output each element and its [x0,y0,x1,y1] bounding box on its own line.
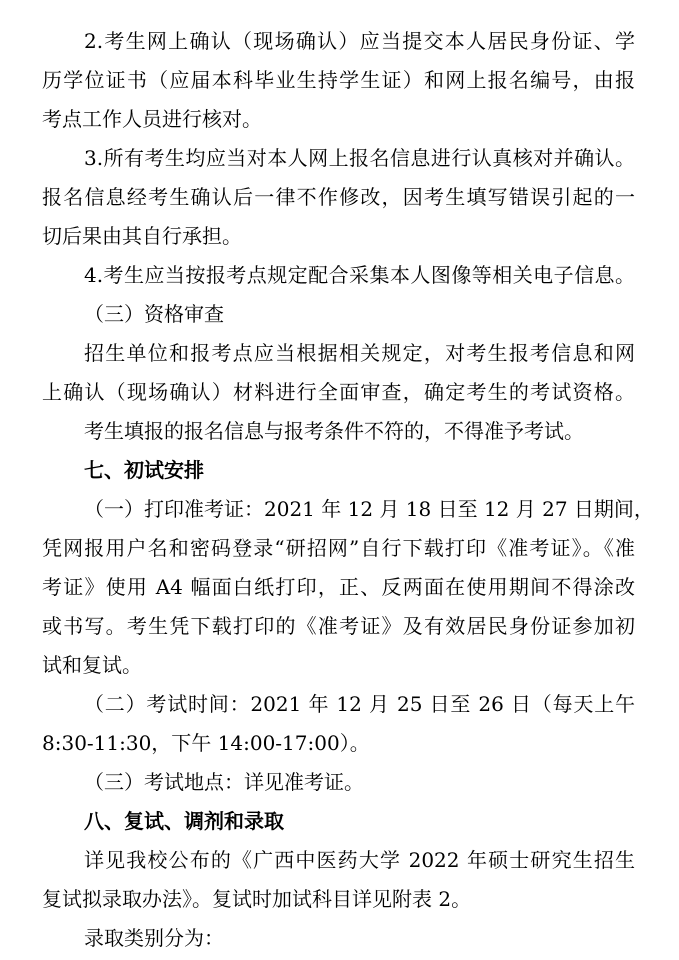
paragraph-line: 详见我校公布的《广西中医药大学 2022 年硕士研究生招生 [84,848,635,872]
paragraph-line: 2.考生网上确认（现场确认）应当提交本人居民身份证、学 [84,29,635,53]
paragraph-line: （二）考试时间：2021 年 12 月 25 日至 26 日（每天上午 [84,692,635,716]
paragraph-line: 考点工作人员进行核对。 [42,107,262,131]
paragraph-line: （一）打印准考证：2021 年 12 月 18 日至 12 月 27 日期间， [84,497,654,521]
subsection-heading: （三）资格审查 [84,302,224,326]
paragraph-line: 录取类别分为： [84,926,224,950]
paragraph-line: 复试拟录取办法》。复试时加试科目详见附表 2。 [42,887,472,911]
paragraph-line: 或书写。考生凭下载打印的《准考证》及有效居民身份证参加初 [42,614,635,638]
paragraph-line: 考证》使用 A4 幅面白纸打印，正、反两面在使用期间不得涂改 [42,575,635,599]
paragraph-line: 4.考生应当按报考点规定配合采集本人图像等相关电子信息。 [84,263,635,287]
paragraph-line: 考生填报的报名信息与报考条件不符的，不得准予考试。 [84,419,584,443]
paragraph-line: 招生单位和报考点应当根据相关规定，对考生报考信息和网 [84,341,635,365]
paragraph-line: 凭网报用户名和密码登录“研招网”自行下载打印《准考证》。《准 [42,536,635,560]
paragraph-line: 试和复试。 [42,653,142,677]
paragraph-line: （三）考试地点：详见准考证。 [84,770,364,794]
paragraph-line: 报名信息经考生确认后一律不作修改，因考生填写错误引起的一 [42,185,635,209]
section-heading: 七、初试安排 [84,458,204,482]
paragraph-line: 3.所有考生均应当对本人网上报名信息进行认真核对并确认。 [84,146,635,170]
paragraph-line: 上确认（现场确认）材料进行全面审查，确定考生的考试资格。 [42,380,635,404]
paragraph-line: 历学位证书（应届本科毕业生持学生证）和网上报名编号，由报 [42,68,635,92]
paragraph-line: 切后果由其自行承担。 [42,224,242,248]
paragraph-line: 8:30-11:30，下午 14:00-17:00）。 [42,731,370,755]
section-heading: 八、复试、调剂和录取 [84,809,284,833]
